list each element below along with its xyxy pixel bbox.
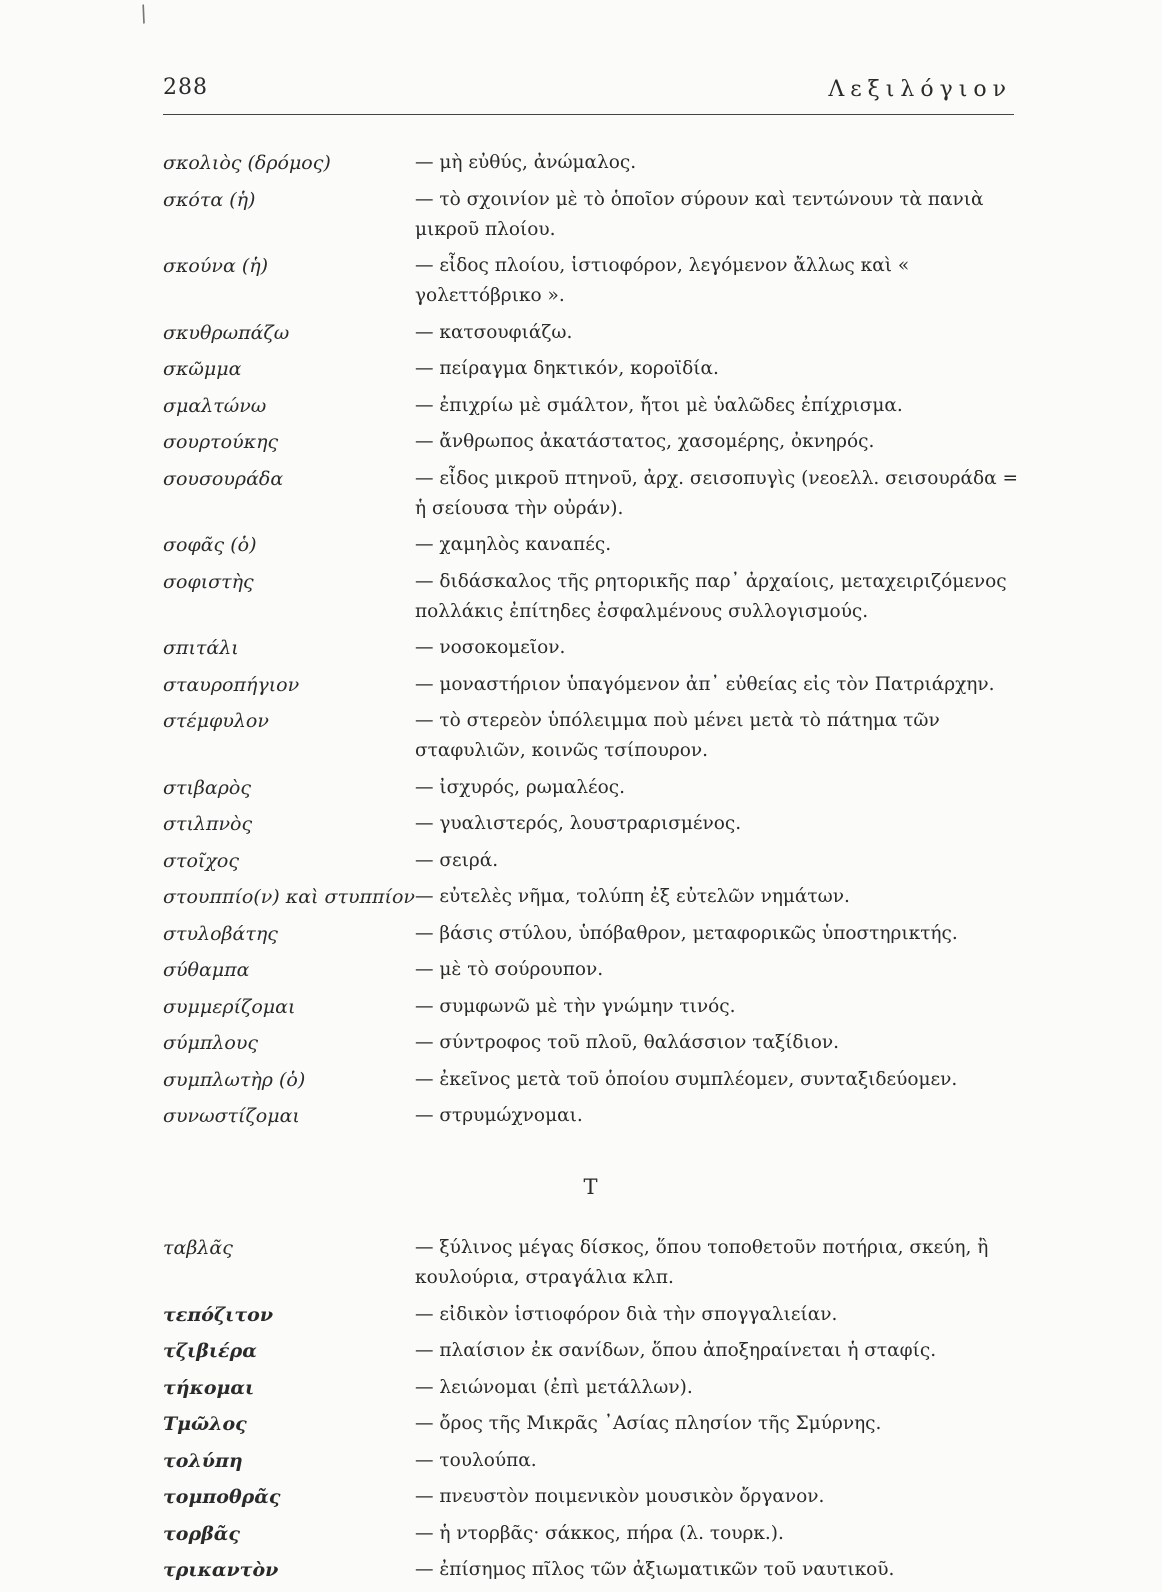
entry-definition: — εὐτελὲς νῆμα, τολύπη ἐξ εὐτελῶν νημάτων. bbox=[415, 886, 850, 907]
entry-definition: — μὴ εὐθύς, ἀνώμαλος. bbox=[415, 152, 637, 173]
glossary-entry bbox=[163, 1300, 1018, 1330]
entry-definition: — ἐπίσημος πῖλος τῶν ἀξιωματικῶν τοῦ ναυτικοῦ. bbox=[415, 1559, 895, 1580]
glossary-entry bbox=[163, 148, 1018, 178]
entry-definition: — βάσις στύλου, ὑπόβαθρον, μεταφορικῶς ὑποστηρικτής. bbox=[415, 922, 958, 944]
entry-definition: — σειρά. bbox=[415, 849, 499, 871]
entry-term: σύμπλους bbox=[163, 1032, 259, 1054]
entry-definition: — εἶδος μικροῦ πτηνοῦ, ἀρχ. σεισοπυγὶς (νεοελλ. σεισουράδα = ἡ σείουσα τὴν οὐράν). bbox=[415, 467, 1018, 519]
entry-definition: — τὸ στερεὸν ὑπόλειμμα ποὺ μένει μετὰ τὸ πάτημα τῶν σταφυλιῶν, κοινῶς τσίπουρον. bbox=[415, 710, 940, 761]
glossary-entry bbox=[163, 464, 1018, 524]
running-head: Λεξιλόγιον bbox=[828, 77, 1012, 102]
entry-definition: — λειώνομαι (ἐπὶ μετάλλων). bbox=[415, 1376, 693, 1398]
glossary-entry bbox=[163, 354, 1018, 384]
entry-definition: — χαμηλὸς καναπές. bbox=[415, 534, 612, 555]
glossary-entry bbox=[163, 706, 1018, 766]
entry-definition: — συμφωνῶ μὲ τὴν γνώμην τινός. bbox=[415, 995, 736, 1017]
entry-term: σκῶμμα bbox=[163, 358, 242, 380]
entry-term: σμαλτώνω bbox=[163, 394, 267, 417]
glossary-entry bbox=[163, 1101, 1018, 1131]
glossary-entry bbox=[163, 633, 1018, 663]
glossary-entry bbox=[163, 427, 1018, 457]
entry-definition: — ἐπιχρίω μὲ σμάλτον, ἤτοι μὲ ὑαλῶδες ἐπίχρισμα. bbox=[415, 394, 903, 416]
entry-term: σκούνα (ἡ) bbox=[163, 255, 269, 277]
entry-definition: — σύντροφος τοῦ πλοῦ, θαλάσσιον ταξίδιον. bbox=[415, 1032, 840, 1053]
glossary-entry bbox=[163, 846, 1018, 876]
glossary-entry bbox=[163, 1555, 1018, 1585]
glossary-entry bbox=[163, 955, 1018, 985]
entry-definition: — ἰσχυρός, ρωμαλέος. bbox=[415, 776, 626, 798]
entry-definition: — τουλούπα. bbox=[415, 1449, 537, 1471]
entry-term: τήκομαι bbox=[163, 1376, 255, 1399]
entry-term: συμπλωτὴρ (ὁ) bbox=[163, 1068, 306, 1091]
glossary-entry bbox=[163, 1409, 1018, 1439]
page-number: 288 bbox=[163, 75, 208, 100]
entries-tau bbox=[163, 1233, 1018, 1585]
entry-term: σκότα (ἡ) bbox=[163, 188, 256, 211]
glossary-entry bbox=[163, 773, 1018, 803]
entry-term: στέμφυλον bbox=[163, 710, 269, 732]
entry-definition: — γυαλιστερός, λουστραρισμένος. bbox=[415, 813, 742, 834]
margin-mark: / bbox=[135, 1, 152, 28]
entry-term: σοφιστὴς bbox=[163, 570, 254, 593]
glossary-entry bbox=[163, 185, 1018, 245]
entry-definition: — μοναστήριον ὑπαγόμενον ἀπ᾽ εὐθείας εἰς τὸν Πατριάρχην. bbox=[415, 673, 995, 695]
glossary-entry bbox=[163, 318, 1018, 348]
glossary-entry bbox=[163, 1028, 1018, 1058]
entry-term: σταυροπήγιον bbox=[163, 673, 300, 696]
glossary-entry bbox=[163, 1233, 1018, 1293]
entry-definition: — κατσουφιάζω. bbox=[415, 321, 573, 343]
glossary-entry bbox=[163, 992, 1018, 1022]
entry-definition: — πνευστὸν ποιμενικὸν μουσικὸν ὄργανον. bbox=[415, 1486, 825, 1507]
entry-term: στοῖχος bbox=[163, 849, 239, 872]
glossary-entry bbox=[163, 882, 1018, 912]
entry-definition: — πλαίσιον ἐκ σανίδων, ὅπου ἀποξηραίνεται ἡ σταφίς. bbox=[415, 1340, 937, 1361]
entry-definition: — ἐκεῖνος μετὰ τοῦ ὁποίου συμπλέομεν, συνταξιδεύομεν. bbox=[415, 1068, 958, 1090]
header-rule bbox=[163, 114, 1014, 115]
entry-term: σκυθρωπάζω bbox=[163, 321, 290, 344]
glossary-entry bbox=[163, 809, 1018, 839]
entry-term: τεπόζιτον bbox=[163, 1303, 274, 1326]
entry-definition: — ξύλινος μέγας δίσκος, ὅπου τοποθετοῦν ποτήρια, σκεύη, ἢ κουλούρια, στραγάλια κλπ. bbox=[415, 1237, 989, 1288]
entry-term: σκολιὸς (δρόμος) bbox=[163, 152, 331, 174]
glossary-entry bbox=[163, 919, 1018, 949]
entry-term: σπιτάλι bbox=[163, 637, 239, 659]
glossary-entry bbox=[163, 670, 1018, 700]
entry-definition: — εἶδος πλοίου, ἱστιοφόρον, λεγόμενον ἄλλως καὶ « γολεττόβρικο ». bbox=[415, 255, 910, 306]
entry-term: τορβᾶς bbox=[163, 1522, 240, 1545]
entry-term: τρικαντὸν bbox=[163, 1559, 279, 1581]
entries-sigma bbox=[163, 148, 1018, 1131]
glossary-entries bbox=[163, 148, 1018, 1592]
entry-term: στουππίο(ν) καὶ στυππίον bbox=[163, 886, 415, 908]
entry-term: σουσουράδα bbox=[163, 467, 284, 490]
section-letter: Τ bbox=[583, 1175, 598, 1199]
entry-term: τζιβιέρα bbox=[163, 1340, 257, 1362]
entry-term: συμμερίζομαι bbox=[163, 995, 296, 1018]
entry-definition: — νοσοκομεῖον. bbox=[415, 637, 566, 658]
entry-term: σουρτούκης bbox=[163, 431, 279, 453]
entry-term: σοφᾶς (ὁ) bbox=[163, 534, 257, 556]
glossary-entry bbox=[163, 1373, 1018, 1403]
entry-term: σύθαμπα bbox=[163, 959, 250, 981]
entry-definition: — μὲ τὸ σούρουπον. bbox=[415, 959, 604, 980]
glossary-entry bbox=[163, 1336, 1018, 1366]
entry-term: στυλοβάτης bbox=[163, 922, 278, 945]
entry-definition: — ἄνθρωπος ἀκατάστατος, χασομέρης, ὀκνηρός. bbox=[415, 431, 875, 452]
entry-definition: — ὄρος τῆς Μικρᾶς ᾿Ασίας πλησίον τῆς Σμύρνης. bbox=[415, 1413, 882, 1434]
entry-definition: — εἰδικὸν ἱστιοφόρον διὰ τὴν σπογγαλιείαν. bbox=[415, 1303, 838, 1325]
glossary-entry bbox=[163, 1482, 1018, 1512]
glossary-entry bbox=[163, 1065, 1018, 1095]
glossary-entry bbox=[163, 251, 1018, 311]
glossary-entry bbox=[163, 391, 1018, 421]
entry-definition: — πείραγμα δηκτικόν, κοροϊδία. bbox=[415, 358, 719, 379]
entry-definition: — τὸ σχοινίον μὲ τὸ ὁποῖον σύρουν καὶ τεντώνουν τὰ πανιὰ μικροῦ πλοίου. bbox=[415, 188, 984, 240]
glossary-entry bbox=[163, 1446, 1018, 1476]
entry-term: Τμῶλος bbox=[163, 1413, 247, 1435]
glossary-entry bbox=[163, 530, 1018, 560]
entry-term: ταβλᾶς bbox=[163, 1237, 233, 1259]
entry-definition: — διδάσκαλος τῆς ρητορικῆς παρ᾽ ἀρχαίοις, μεταχειριζόμενος πολλάκις ἐπίτηδες ἐσφαλμένους συλλογισμούς. bbox=[415, 570, 1007, 622]
entry-term: τομποθρᾶς bbox=[163, 1486, 281, 1508]
entry-definition: — ἡ ντορβᾶς· σάκκος, πήρα (λ. τουρκ.). bbox=[415, 1522, 784, 1544]
glossary-entry bbox=[163, 567, 1018, 627]
entry-term: τολύπη bbox=[163, 1449, 243, 1472]
entry-term: στιλπνὸς bbox=[163, 813, 253, 835]
glossary-entry bbox=[163, 1519, 1018, 1549]
entry-term: συνωστίζομαι bbox=[163, 1105, 300, 1127]
entry-definition: — στρυμώχνομαι. bbox=[415, 1105, 583, 1126]
entry-term: στιβαρὸς bbox=[163, 776, 251, 799]
